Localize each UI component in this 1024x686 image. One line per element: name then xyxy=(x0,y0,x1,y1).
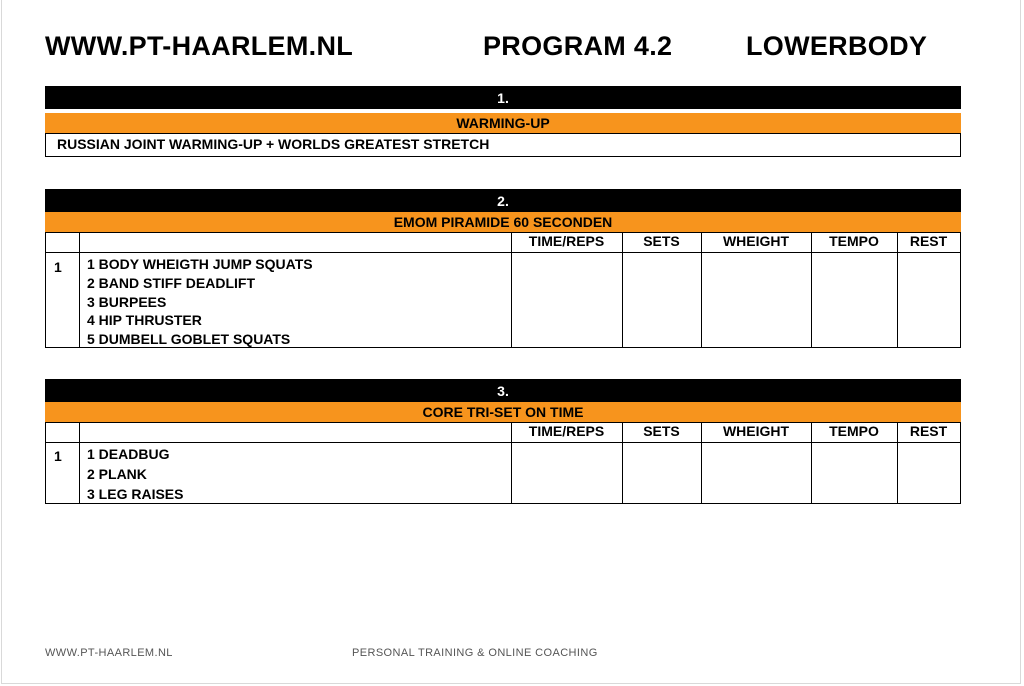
col-divider xyxy=(79,253,80,347)
exercise-item: 1 BODY WHEIGTH JUMP SQUATS xyxy=(87,256,313,272)
col-divider xyxy=(811,253,812,347)
warmup-description: RUSSIAN JOINT WARMING-UP + WORLDS GREATEST STRETCH xyxy=(57,136,490,152)
section-3-number: 3. xyxy=(45,379,961,402)
col-divider xyxy=(622,253,623,347)
exercise-item: 4 HIP THRUSTER xyxy=(87,312,202,329)
col-divider xyxy=(511,253,512,347)
exercise-item: 3 BURPEES xyxy=(87,293,167,310)
col-divider xyxy=(701,443,702,503)
col-head-time-reps: TIME/REPS xyxy=(528,423,605,439)
section-3-header-row xyxy=(45,422,961,443)
focus-title: LOWERBODY xyxy=(746,31,928,61)
exercise-list xyxy=(87,444,183,504)
footer-tagline: PERSONAL TRAINING & ONLINE COACHING xyxy=(352,647,598,659)
section-3-exercise-row xyxy=(45,442,961,504)
col-divider xyxy=(701,253,702,347)
col-divider xyxy=(811,443,812,503)
exercise-list xyxy=(87,255,313,349)
col-head-sets: SETS xyxy=(643,233,680,249)
row-index: 1 xyxy=(54,259,62,275)
col-divider xyxy=(79,423,80,442)
exercise-item: 3 LEG RAISES xyxy=(87,486,184,502)
row-index: 1 xyxy=(54,448,62,464)
col-head-wheight: WHEIGHT xyxy=(722,423,790,439)
section-2-exercise-row xyxy=(45,252,961,348)
section-1-title: WARMING-UP xyxy=(45,113,961,133)
program-title: PROGRAM 4.2 xyxy=(483,31,673,61)
exercise-item: 2 PLANK xyxy=(87,466,147,482)
section-1-number: 1. xyxy=(45,86,961,109)
col-head-rest: REST xyxy=(909,423,948,439)
col-head-tempo: TEMPO xyxy=(829,233,879,249)
footer-site: WWW.PT-HAARLEM.NL xyxy=(45,647,173,659)
col-divider xyxy=(622,443,623,503)
section-2-title: EMOM PIRAMIDE 60 SECONDEN xyxy=(45,212,961,232)
exercise-item: 2 BAND STIFF DEADLIFT xyxy=(87,274,255,291)
col-head-sets: SETS xyxy=(643,423,680,439)
section-2-header-row xyxy=(45,232,961,253)
col-divider xyxy=(79,443,80,503)
col-divider xyxy=(511,443,512,503)
col-head-tempo: TEMPO xyxy=(829,423,879,439)
col-head-rest: REST xyxy=(909,233,948,249)
section-2-number: 2. xyxy=(45,189,961,212)
section-3-title: CORE TRI-SET ON TIME xyxy=(45,402,961,422)
col-head-wheight: WHEIGHT xyxy=(722,233,790,249)
site-title: WWW.PT-HAARLEM.NL xyxy=(45,31,354,61)
section-1-row xyxy=(45,133,961,157)
col-head-time-reps: TIME/REPS xyxy=(528,233,605,249)
exercise-item: 5 DUMBELL GOBLET SQUATS xyxy=(87,331,291,348)
col-divider xyxy=(79,233,80,252)
col-divider xyxy=(897,253,898,347)
exercise-item: 1 DEADBUG xyxy=(87,446,170,462)
col-divider xyxy=(897,443,898,503)
